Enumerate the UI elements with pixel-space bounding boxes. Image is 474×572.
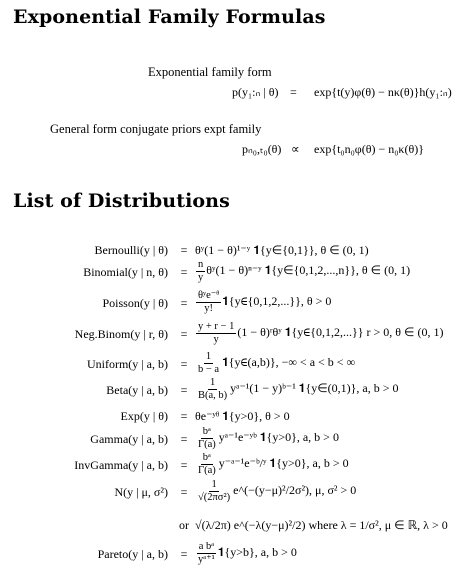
section-title: List of Distributions (13, 190, 230, 212)
distribution-name: Uniform(y | a, b) (86, 357, 168, 371)
fraction-numerator: y + r − 1 (198, 321, 235, 332)
formula-fraction (196, 377, 229, 401)
exp-family-lhs: p(y₁:ₙ | θ) (232, 85, 279, 99)
fraction-denominator: yᵃ⁺¹ (198, 553, 215, 565)
distribution-relation: = (180, 547, 188, 561)
distribution-relation: = (180, 243, 188, 257)
fraction-denominator: Γ(a) (198, 464, 216, 476)
distribution-formula (195, 426, 339, 450)
distribution-relation: or (179, 518, 189, 532)
distribution-formula (195, 290, 331, 314)
fraction-numerator: bᵃ (202, 452, 211, 463)
conj-prior-rel: ∝ (291, 142, 300, 156)
formula-fraction (196, 321, 236, 345)
fraction-denominator: y (213, 333, 219, 345)
distribution-name: Beta(y | a, b) (106, 383, 168, 397)
exp-family-caption: Exponential family form (148, 65, 272, 79)
distribution-formula (195, 259, 410, 283)
formula-fraction (196, 290, 221, 314)
distribution-name: Gamma(y | a, b) (90, 432, 168, 446)
formula-body: (1 − θ)ʳθʸ 𝟏{y∈{0,1,2,...}} r > 0, θ ∈ (0, 1) (237, 324, 444, 339)
fraction-numerator: a bᵃ (198, 541, 215, 552)
formula-body: 𝟏{y∈(a,b)}, −∞ < a < b < ∞ (222, 354, 356, 369)
fraction-numerator: θʸe⁻ᶿ (198, 290, 220, 301)
fraction-numerator: 1 (205, 351, 212, 362)
fraction-numerator: bᵃ (202, 426, 211, 437)
distribution-relation: = (180, 409, 188, 423)
formula-body: √(λ/2π) e^(−λ(y−μ)²/2) where λ = 1/σ², μ ∈ ℝ, λ > 0 (195, 518, 448, 532)
distribution-formula (195, 479, 356, 503)
formula-body: e^(−(y−μ)²/2σ²), μ, σ² > 0 (233, 482, 357, 497)
fraction-denominator: y (198, 271, 204, 283)
formula-body: y⁻ᵃ⁻¹e⁻ᵇ/ʸ 𝟏{y>0}, a, b > 0 (218, 455, 349, 470)
distribution-name: Binomial(y | n, θ) (83, 265, 168, 279)
formula-body: yᵃ⁻¹e⁻ʸᵇ 𝟏{y>0}, a, b > 0 (218, 429, 339, 444)
formula-fraction (196, 541, 217, 565)
distribution-formula (195, 541, 297, 565)
distribution-name: Neg.Binom(y | r, θ) (74, 327, 168, 341)
formula-body: 𝟏{y>b}, a, b > 0 (217, 544, 297, 559)
formula-body: 𝟏{y∈{0,1,2,...}}, θ > 0 (222, 293, 332, 308)
formula-fraction (196, 452, 218, 476)
distribution-relation: = (180, 383, 188, 397)
exp-family-rel: = (290, 85, 297, 99)
distribution-formula (195, 243, 369, 258)
distribution-formula (195, 351, 355, 375)
conj-prior-lhs: pₙ₀,ₜ₀(θ) (242, 142, 282, 156)
distribution-formula (195, 377, 399, 401)
distribution-name: InvGamma(y | a, b) (74, 458, 168, 472)
distribution-relation: = (180, 327, 188, 341)
formula-body: θʸ(1 − θ)¹⁻ʸ 𝟏{y∈{0,1}}, θ ∈ (0, 1) (195, 243, 369, 257)
page-title: Exponential Family Formulas (13, 6, 326, 28)
distribution-formula (195, 409, 290, 424)
exp-family-rhs: exp{t(y)φ(θ) − nκ(θ)}h(y₁:ₙ) (314, 85, 452, 99)
distribution-name: N(y | μ, σ²) (114, 485, 168, 499)
distribution-formula (195, 518, 448, 533)
conj-prior-rhs: exp{t₀n₀φ(θ) − n₀κ(θ)} (314, 142, 424, 156)
distribution-name: Exp(y | θ) (120, 409, 168, 423)
formula-body: θe⁻ʸᶿ 𝟏{y>0}, θ > 0 (195, 409, 290, 423)
conj-prior-caption: General form conjugate priors expt family (50, 122, 262, 136)
distribution-relation: = (180, 265, 188, 279)
fraction-numerator: 1 (211, 479, 217, 490)
formula-fraction (196, 351, 221, 375)
distribution-name: Poisson(y | θ) (102, 296, 168, 310)
distribution-relation: = (180, 432, 188, 446)
fraction-numerator: 1 (209, 377, 216, 388)
distribution-relation: = (180, 458, 188, 472)
distribution-formula (195, 452, 349, 476)
distribution-name: Bernoulli(y | θ) (94, 243, 168, 257)
fraction-denominator: √(2πσ²) (198, 491, 231, 503)
distribution-relation: = (180, 485, 188, 499)
distribution-formula (195, 321, 443, 345)
distribution-relation: = (180, 296, 188, 310)
formula-fraction (196, 259, 205, 283)
fraction-denominator: y! (204, 302, 213, 314)
formula-body: θʸ(1 − θ)ⁿ⁻ʸ 𝟏{y∈{0,1,2,...,n}}, θ ∈ (0, 1) (206, 262, 411, 277)
fraction-denominator: Γ(a) (198, 438, 216, 450)
formula-body: yᵃ⁻¹(1 − y)ᵇ⁻¹ 𝟏{y∈(0,1)}, a, b > 0 (230, 380, 399, 395)
fraction-numerator: n (198, 259, 204, 270)
distribution-relation: = (180, 357, 188, 371)
distribution-name: Pareto(y | a, b) (97, 547, 168, 561)
fraction-denominator: B(a, b) (198, 389, 228, 401)
fraction-denominator: b − a (198, 363, 220, 375)
formula-fraction (196, 426, 218, 450)
formula-fraction (196, 479, 232, 503)
